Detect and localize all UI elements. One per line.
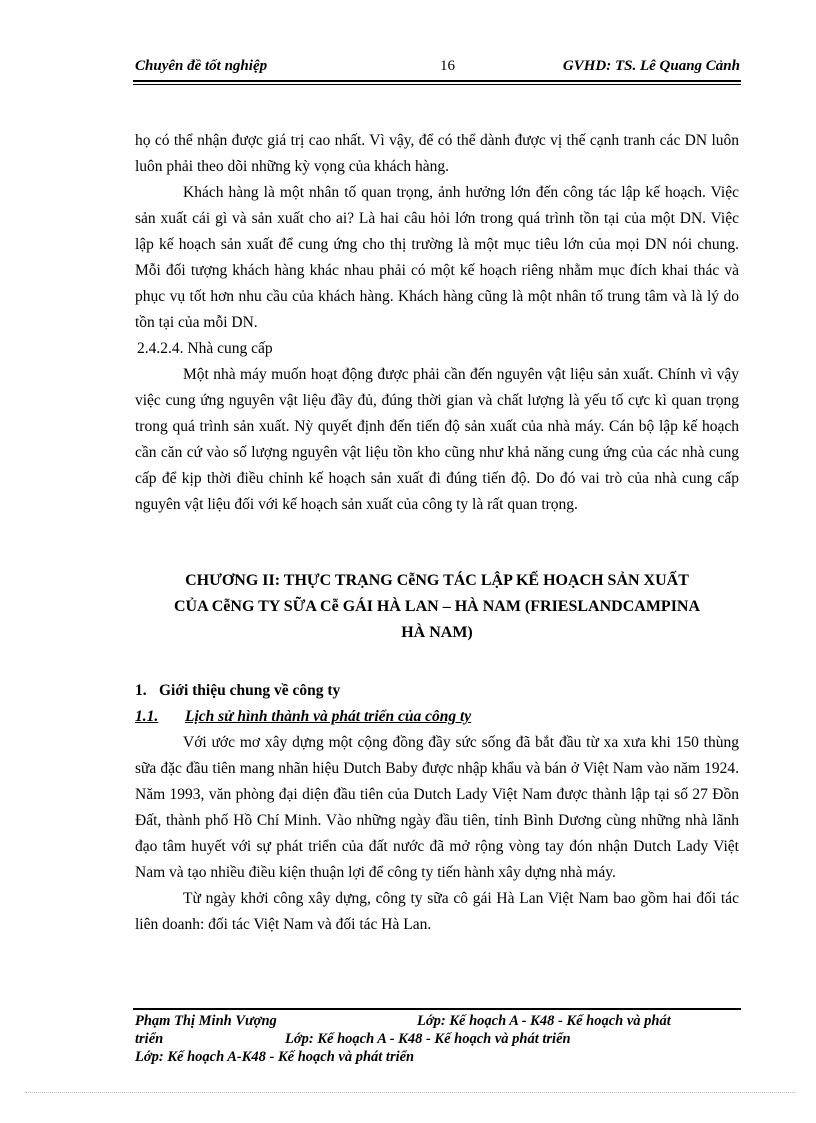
body-section-history [135,730,739,938]
paragraph: Với ước mơ xây dựng một cộng đồng đầy sức sống đã bắt đầu từ xa xưa khi 150 thùng sữa đặc đầu tiên mang nhãn hiệu Dutch Baby được nhập khẩu và bán ở Việt Nam vào năm 1924. Năm 1993, văn phòng đại diện đầu tiên của Dutch Lady Việt Nam được thành lập tại số 27 Đồn Đất, thành phố Hồ Chí Minh. Vào những ngày đầu tiên, tỉnh Bình Dương cùng những nhà lãnh đạo tâm huyết với sự phát triển của đất nước đã mở rộng vòng tay đón nhận Dutch Lady Việt Nam và tạo nhiều điều kiện thuận lợi để công ty tiến hành xây dựng nhà máy. [135,734,739,881]
subsection-title: Lịch sử hình thành và phát triển của công ty [185,708,472,725]
subheading-supplier: 2.4.2.4. Nhà cung cấp [137,340,273,357]
header-left-title: Chuyên đề tốt nghiệp [135,58,268,74]
footer-author: Phạm Thị Minh Vượng [135,1013,277,1029]
section-number: 1. [135,682,147,699]
paragraph: Một nhà máy muốn hoạt động được phải cần đến nguyên vật liệu sản xuất. Chính vì vậy việc cung ứng nguyên vật liệu đầy đủ, đúng thời gian và chất lượng là yếu tố cực kì quan trọng trong quá trình sản xuất. Nỳ quyết định đến tiến độ sản xuất của nhà máy. Cán bộ lập kế hoạch cần căn cứ vào số lượng nguyên vật liệu tồn kho cũng như khả năng cung ứng của các nhà cung cấp để kịp thời điều chỉnh kế hoạch sản xuất đi đúng tiến độ. Do đó vai trò của nhà cung cấp nguyên vật liệu đối với kế hoạch sản xuất của công ty là rất quan trọng. [135,366,739,513]
footer-class: Lớp: Kế hoạch A-K48 - Kế hoạch và phát triển [135,1049,415,1065]
footer-class-continuation: triển [135,1031,164,1047]
header-right-advisor: GVHD: TS. Lê Quang Cảnh [562,58,740,74]
page-header [135,58,740,80]
paragraph: họ có thể nhận được giá trị cao nhất. Vì vậy, để có thể dành được vị thế cạnh tranh các DN luôn luôn phải theo dõi những kỳ vọng của khách hàng. [135,132,739,175]
header-rule-thin [133,84,741,85]
chapter-title-line: CHƯƠNG II: THỰC TRẠNG CễNG TÁC LẬP KẾ HOẠCH SẢN XUẤT [185,572,689,589]
chapter-title [135,568,739,646]
page-footer [135,1012,745,1066]
chapter-title-line: CỦA CễNG TY SỮA Cễ GÁI HÀ LAN – HÀ NAM (FRIESLANDCAMPINA [173,598,701,615]
paragraph: Từ ngày khởi công xây dựng, công ty sữa cô gái Hà Lan Việt Nam bao gồm hai đối tác liên doanh: đối tác Việt Nam và đối tác Hà Lan. [135,890,739,933]
subsection-number: 1.1. [135,708,159,725]
page-bottom-divider [25,1092,795,1093]
body-section-customers [135,128,739,336]
chapter-title-line: HÀ NAM) [401,624,473,641]
page-number: 16 [440,58,455,74]
section-title: Giới thiệu chung về công ty [159,682,341,699]
subsection-heading [135,704,471,730]
footer-rule [133,1008,741,1010]
footer-class: Lớp: Kế hoạch A - K48 - Kế hoạch và phát [417,1013,671,1029]
footer-class: Lớp: Kế hoạch A - K48 - Kế hoạch và phát triển [285,1031,571,1047]
paragraph: Khách hàng là một nhân tố quan trọng, ảnh hưởng lớn đến công tác lập kế hoạch. Việc sản xuất cái gì và sản xuất cho ai? Là hai câu hỏi lớn trong quá trình tồn tại của một DN. Việc lập kế hoạch sản xuất để cung ứng cho thị trường là một mục tiêu lớn của mọi DN nói chung. Mỗi đối tượng khách hàng khác nhau phải có một kế hoạch riêng nhằm mục đích khai thác và phục vụ tốt hơn nhu cầu của khách hàng. Khách hàng cũng là một nhân tố trung tâm và là lý do tồn tại của mỗi DN. [135,184,739,331]
section-heading [135,678,340,704]
header-rule [133,80,741,82]
body-section-supplier [135,362,739,518]
